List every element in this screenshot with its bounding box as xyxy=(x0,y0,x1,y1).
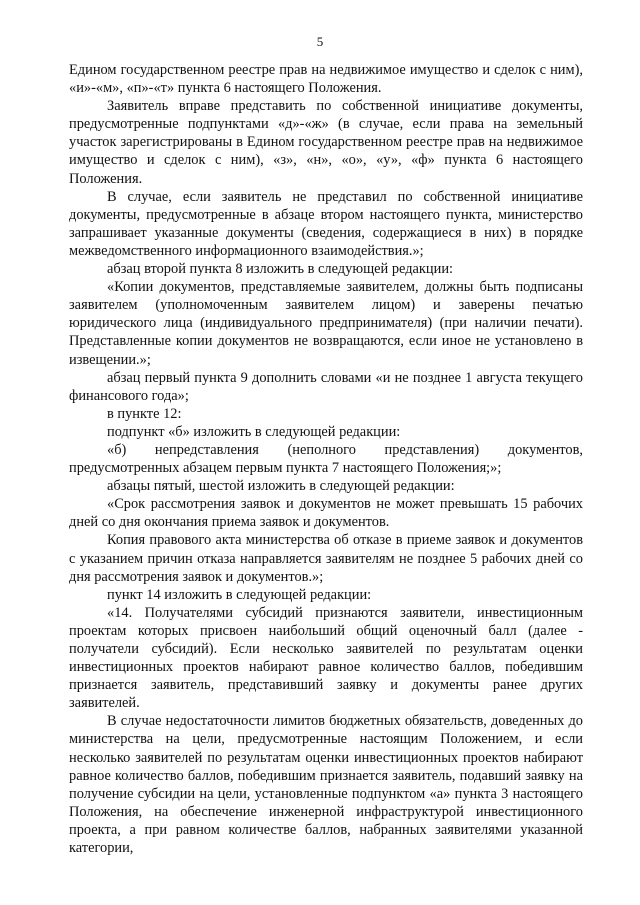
page-number: 5 xyxy=(316,34,324,49)
paragraph-review-term: «Срок рассмотрения заявок и документов не может превышать 15 рабочих дней со дня окончания приема заявок и документов. xyxy=(69,496,583,531)
paragraph-item-14-text: «14. Получателями субсидий признаются заявители, инвестиционным проектам которых присвоен наибольший общий оценочный балл (далее - получатели субсидий). Если несколько заявителей по результатам оценки инвестиционных проектов набирают равное количество баллов, победившим признается заявитель, представивший заявку и документы ранее других заявителей. xyxy=(69,604,583,712)
paragraph-subitem-b-text: «б) непредставления (неполного представления) документов, предусмотренных абзацем первым пункта 7 настоящего Положения;»; xyxy=(69,441,583,477)
paragraph-item-14-intro: пункт 14 изложить в следующей редакции: xyxy=(107,586,372,603)
paragraph-subitem-b-intro: подпункт «б» изложить в следующей редакции: xyxy=(107,423,401,440)
paragraph-refusal-copy: Копия правового акта министерства об отказе в приеме заявок и документов с указанием причин отказа направляется заявителям не позднее 5 рабочих дней со дня рассмотрения заявок и документов.»; xyxy=(69,532,583,585)
paragraph-item-12-abzacy-intro: абзацы пятый, шестой изложить в следующей редакции: xyxy=(107,478,455,495)
paragraph-interagency-request: В случае, если заявитель не представил по собственной инициативе документы, предусмотренные в абзаце втором настоящего пункта, министерство запрашивает указанные документы (сведения, содержащиеся в них) в порядке межведомственного информационного взаимодействия.»; xyxy=(69,188,583,259)
paragraph-item-9-addition: абзац первый пункта 9 дополнить словами «и не позднее 1 августа текущего финансового года»; xyxy=(69,369,583,404)
paragraph-item-12-intro: в пункте 12: xyxy=(107,405,182,422)
paragraph-item-8-intro: абзац второй пункта 8 изложить в следующей редакции: xyxy=(107,261,454,278)
paragraph-voluntary-documents: Заявитель вправе представить по собственной инициативе документы, предусмотренные подпунктами «д»-«ж» (в случае, если права на земельный участок зарегистрированы в Едином государственном реестре прав на недвижимое имущество и сделок с ним), «з», «н», «о», «у», «ф» пункта 6 настоящего Положения. xyxy=(69,98,583,187)
paragraph-continuation: Едином государственном реестре прав на недвижимое имущество и сделок с ним), «и»-«м», «п»-«т» пункта 6 настоящего Положения. xyxy=(69,62,583,97)
document-body xyxy=(69,61,583,857)
paragraph-insufficient-limits: В случае недостаточности лимитов бюджетных обязательств, доведенных до министерства на цели, предусмотренные настоящим Положением, и если несколько заявителей по результатам оценки инвестиционных проектов набирают равное количество баллов, победившим признается заявитель, подавший заявку на получение субсидии на цели, установленные подпунктом «а» пункта 3 настоящего Положения, на обеспечение инженерной инфраструктурой инвестиционного проекта, а при равном количестве баллов, набранных заявителями указанной категории, xyxy=(69,713,583,857)
paragraph-item-8-text: «Копии документов, представляемые заявителем, должны быть подписаны заявителем (уполномоченным заявителем лицом) и заверены печатью юридического лица (индивидуального предпринимателя) (при наличии печати). Представленные копии документов не возвращаются, если иное не установлено в извещении.»; xyxy=(69,279,583,368)
